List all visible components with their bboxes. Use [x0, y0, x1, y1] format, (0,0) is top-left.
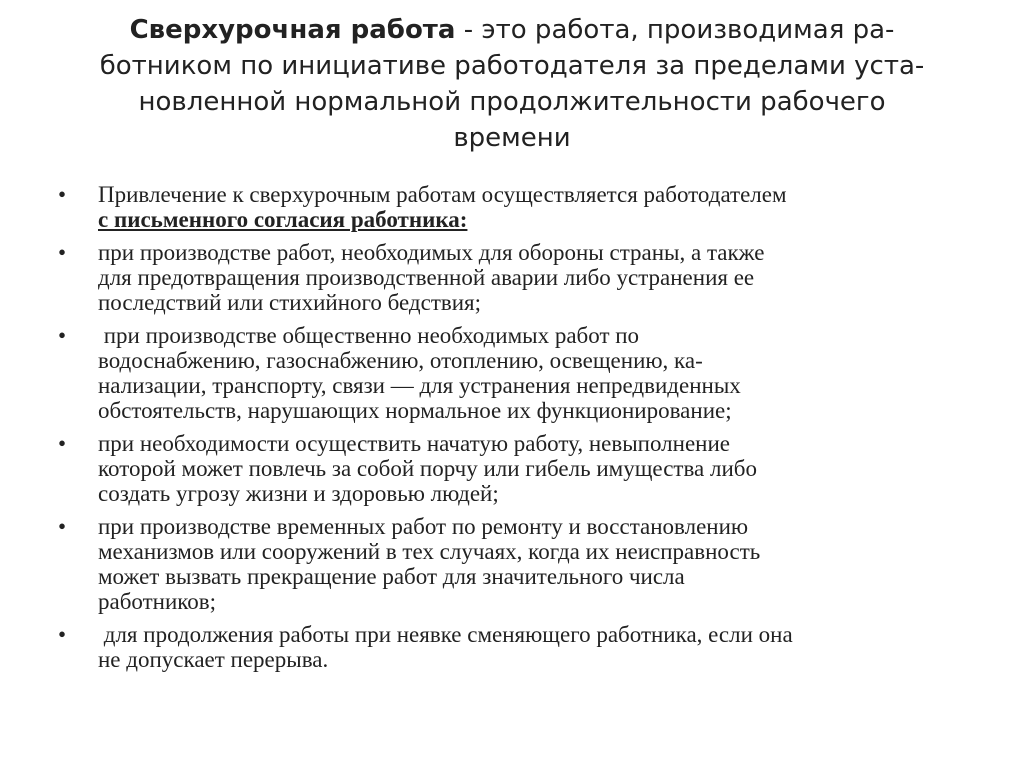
item-line: при производстве общественно необходимых работ по — [98, 323, 640, 348]
item-line: Привлечение к сверхурочным работам осуществляется работодателем — [98, 182, 787, 207]
item-line: может вызвать прекращение работ для значительного числа — [98, 564, 685, 589]
written-consent-text: с письменного согласия работника: — [98, 207, 468, 232]
bullet-icon: • — [58, 240, 67, 265]
bullet-icon: • — [58, 182, 67, 207]
item-line: механизмов или сооружений в тех случаях, когда их неисправность — [98, 539, 761, 564]
item-line: обстоятельств, нарушающих нормальное их функционирование; — [98, 398, 732, 423]
title-line-3: новленной нормальной продолжительности рабочего — [138, 87, 886, 117]
bullet-icon: • — [58, 323, 67, 348]
item-line: работников; — [98, 589, 217, 614]
list-item — [58, 323, 988, 423]
item-line: последствий или стихийного бедствия; — [98, 290, 482, 315]
item-line: которой может повлечь за собой порчу или гибель имущества либо — [98, 456, 757, 481]
item-line: при производстве работ, необходимых для обороны страны, а также — [98, 240, 765, 265]
bullet-icon: • — [58, 514, 67, 539]
item-line: для предотвращения производственной аварии либо устранения ее — [98, 265, 755, 290]
item-line: водоснабжению, газоснабжению, отоплению, освещению, ка- — [98, 348, 703, 373]
list-item — [58, 514, 988, 614]
item-line: нализации, транспорту, связи — для устранения непредвиденных — [98, 373, 741, 398]
list-item — [58, 182, 988, 232]
list-item — [58, 431, 988, 506]
slide-title — [60, 12, 964, 156]
item-line: для продолжения работы при неявке сменяющего работника, если она — [98, 622, 793, 647]
title-term: Сверхурочная работа — [129, 15, 456, 45]
item-line: при производстве временных работ по ремонту и восстановлению — [98, 514, 749, 539]
bullet-list — [58, 182, 988, 680]
bullet-icon: • — [58, 622, 67, 647]
title-line-4: времени — [453, 123, 571, 153]
item-line: при необходимости осуществить начатую работу, невыполнение — [98, 431, 730, 456]
item-line-emphasis — [98, 207, 988, 232]
title-line-2: ботником по инициативе работодателя за пределами уста- — [99, 51, 925, 81]
title-line-1 — [60, 12, 964, 48]
bullet-icon: • — [58, 431, 67, 456]
list-item — [58, 240, 988, 315]
list-item — [58, 622, 988, 672]
item-line: не допускает перерыва. — [98, 647, 329, 672]
title-definition-start: - это работа, производимая ра- — [455, 15, 895, 45]
item-line: создать угрозу жизни и здоровью людей; — [98, 481, 499, 506]
